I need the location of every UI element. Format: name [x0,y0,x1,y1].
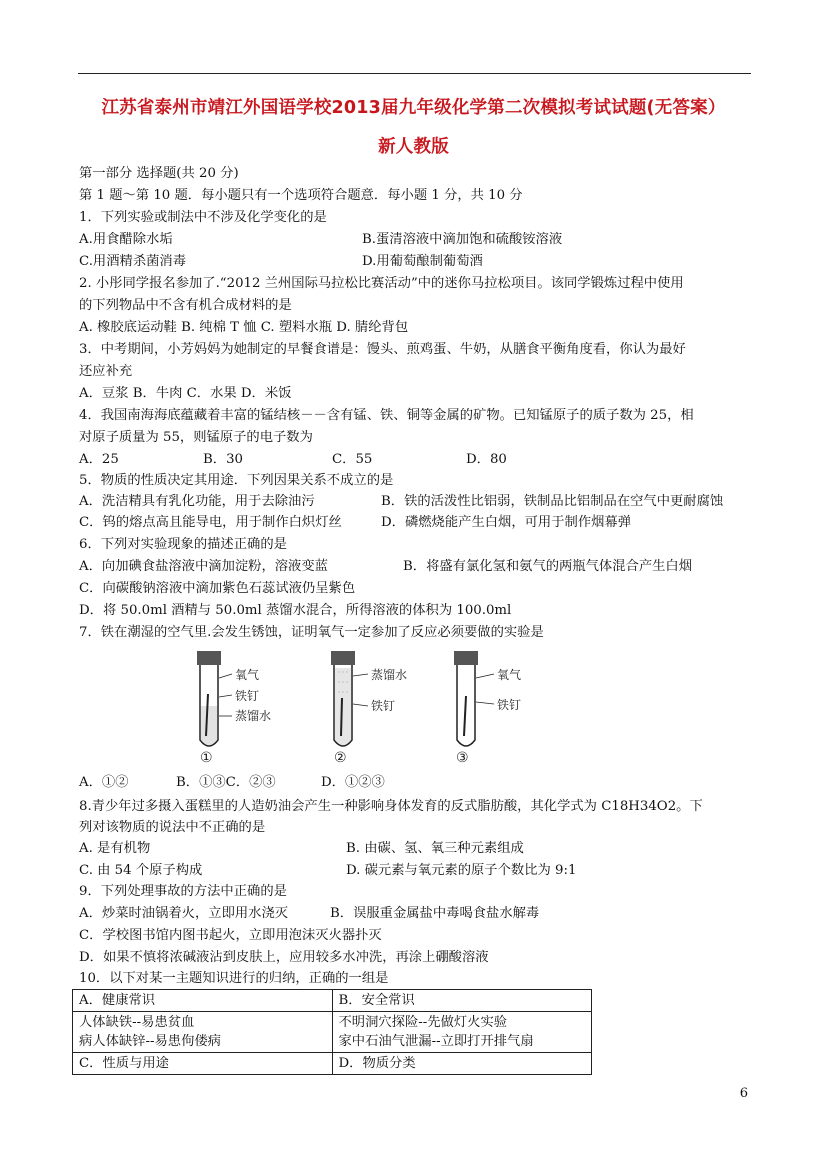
stopper [454,651,478,665]
tube2-label-nail: 铁钉 [371,699,396,713]
q1-stem: 1．下列实验或制法中不涉及化学变化的是 [79,210,327,225]
stopper [197,651,221,665]
tube2-number: ② [334,750,347,766]
q5-option-c: C．钨的熔点高且能导电，用于制作白炽灯丝 [79,515,342,530]
q5-option-d: D．磷燃烧能产生白烟，可用于制作烟幕弹 [381,515,632,530]
q1-option-c: C.用酒精杀菌消毒 [79,254,187,269]
q9-option-d: D．如果不慎将浓碱液沾到皮肤上，应用较多水冲洗，再涂上硼酸溶液 [79,950,489,965]
q3-stem-line2: 还应补充 [79,364,133,379]
q2-stem-line1: 2. 小彤同学报名参加了.“2012 兰州国际马拉松比赛活动”中的迷你马拉松项目。该同学锻炼过程中使用 [79,276,684,291]
q9-option-c: C．学校图书馆内图书起火，立即用泡沫灭火器扑灭 [79,928,382,943]
q4-option-a: A．25 [79,452,119,467]
table-cell-c-head: C．性质与用途 [73,1053,333,1075]
tube2-label-water: 蒸馏水 [371,668,408,682]
q7-stem: 7．铁在潮湿的空气里.会发生锈蚀，证明氧气一定参加了反应必须要做的实验是 [79,625,544,640]
table-a-line2: 病人体缺锌--易患佝偻病 [79,1034,221,1049]
q6-option-d: D．将 50.0ml 酒精与 50.0ml 蒸馏水混合，所得溶液的体积为 100.0ml [79,603,512,618]
q9-option-a: A．炒菜时油锅着火，立即用水浇灭 [79,906,289,921]
q6-option-b: B．将盛有氯化氢和氨气的两瓶气体混合产生白烟 [403,559,693,574]
table-cell-a-body [73,1012,333,1053]
tube1-label-water: 蒸馏水 [235,709,272,723]
q6-stem: 6．下列对实验现象的描述正确的是 [79,537,287,552]
q2-options: A. 橡胶底运动鞋 B. 纯棉 T 恤 C. 塑料水瓶 D. 腈纶背包 [79,320,409,335]
test-tube-figure-1 [186,648,276,768]
q6-option-a: A．向加碘食盐溶液中滴加淀粉，溶液变蓝 [79,559,328,574]
tube1-label-nail: 铁钉 [235,689,260,703]
iron-nail [341,698,342,736]
q4-option-c: C．55 [332,452,373,467]
q9-stem: 9．下列处理事故的方法中正确的是 [79,884,287,899]
q8-stem-line1: 8.青少年过多摄入蛋糕里的人造奶油会产生一种影响身体发育的反式脂肪酸，其化学式为 C18H34O2。下 [79,799,703,814]
q7-option-a: A．①② [79,775,129,790]
section-instruction: 第 1 题～第 10 题．每小题只有一个选项符合题意．每小题 1 分，共 10 分 [79,188,523,203]
q4-option-b: B．30 [203,452,243,467]
section-heading: 第一部分 选择题(共 20 分) [79,166,239,181]
q4-stem-line2: 对原子质量为 55，则锰原子的电子数为 [79,430,313,445]
q4-stem-line1: 4．我国南海海底蕴藏着丰富的锰结核－－含有锰、铁、铜等金属的矿物。已知锰原子的质子数为 25，相 [79,408,694,423]
q8-option-a: A. 是有机物 [79,841,151,856]
document-title: 江苏省泰州市靖江外国语学校2013届九年级化学第二次模拟考试试题(无答案） [101,98,726,118]
q5-option-a: A．洗洁精具有乳化功能，用于去除油污 [79,494,315,509]
q6-option-c: C．向碳酸钠溶液中滴加紫色石蕊试液仍呈紫色 [79,581,356,596]
q4-option-d: D．80 [466,452,507,467]
q7-option-bc: B．①③C．②③ [176,775,276,790]
q1-option-d: D.用葡萄酿制葡萄酒 [362,254,483,269]
page-number: 6 [739,1086,748,1101]
stopper [331,651,355,665]
q8-option-d: D. 碳元素与氧元素的原子个数比为 9:1 [346,863,577,878]
header-rule [78,73,751,74]
q5-option-b: B．铁的活泼性比铝弱，铁制品比铝制品在空气中更耐腐蚀 [381,494,724,509]
q9-option-b: B．误服重金属盐中毒喝食盐水解毒 [330,906,540,921]
tube3-number: ③ [456,750,469,766]
table-a-line1: 人体缺铁--易患贫血 [79,1015,195,1030]
q8-stem-line2: 列对该物质的说法中不正确的是 [79,820,266,835]
q2-stem-line2: 的下列物品中不含有机合成材料的是 [79,298,292,313]
q7-option-d: D．①②③ [321,775,385,790]
tube3-label-nail: 铁钉 [497,698,522,712]
tube3-label-oxygen: 氧气 [497,668,522,682]
water-fill [335,668,351,745]
q1-option-a: A.用食醋除水垢 [79,232,173,247]
q10-table [72,989,592,1075]
q3-stem-line1: 3．中考期间，小芳妈妈为她制定的早餐食谱是：馒头、煎鸡蛋、牛奶，从膳食平衡角度看，你认为最好 [79,342,686,357]
document-subtitle: 新人教版 [378,137,449,157]
table-cell-b-body [332,1012,592,1053]
q8-option-b: B. 由碳、氢、氧三种元素组成 [346,841,524,856]
q1-option-b: B.蛋清溶液中滴加饱和硫酸铵溶液 [362,232,563,247]
test-tube-figure-3 [450,648,540,768]
tube1-number: ① [200,750,213,766]
q3-options: A．豆浆 B．牛肉 C．水果 D．米饭 [79,386,292,401]
q10-stem: 10．以下对某一主题知识进行的归纳，正确的一组是 [79,971,389,986]
table-cell-b-head: B．安全常识 [332,990,592,1012]
water-fill [201,706,217,745]
iron-nail [464,696,466,736]
q5-stem: 5．物质的性质决定其用途．下列因果关系不成立的是 [79,473,394,488]
table-cell-a-head: A．健康常识 [73,990,333,1012]
tube1-label-oxygen: 氧气 [235,668,260,682]
q8-option-c: C. 由 54 个原子构成 [79,863,203,878]
table-b-line1: 不明洞穴探险--先做灯火实验 [338,1015,508,1030]
table-cell-d-head: D．物质分类 [332,1053,592,1075]
table-b-line2: 家中石油气泄漏--立即打开排气扇 [338,1034,534,1049]
test-tube-figure-2 [322,648,422,768]
